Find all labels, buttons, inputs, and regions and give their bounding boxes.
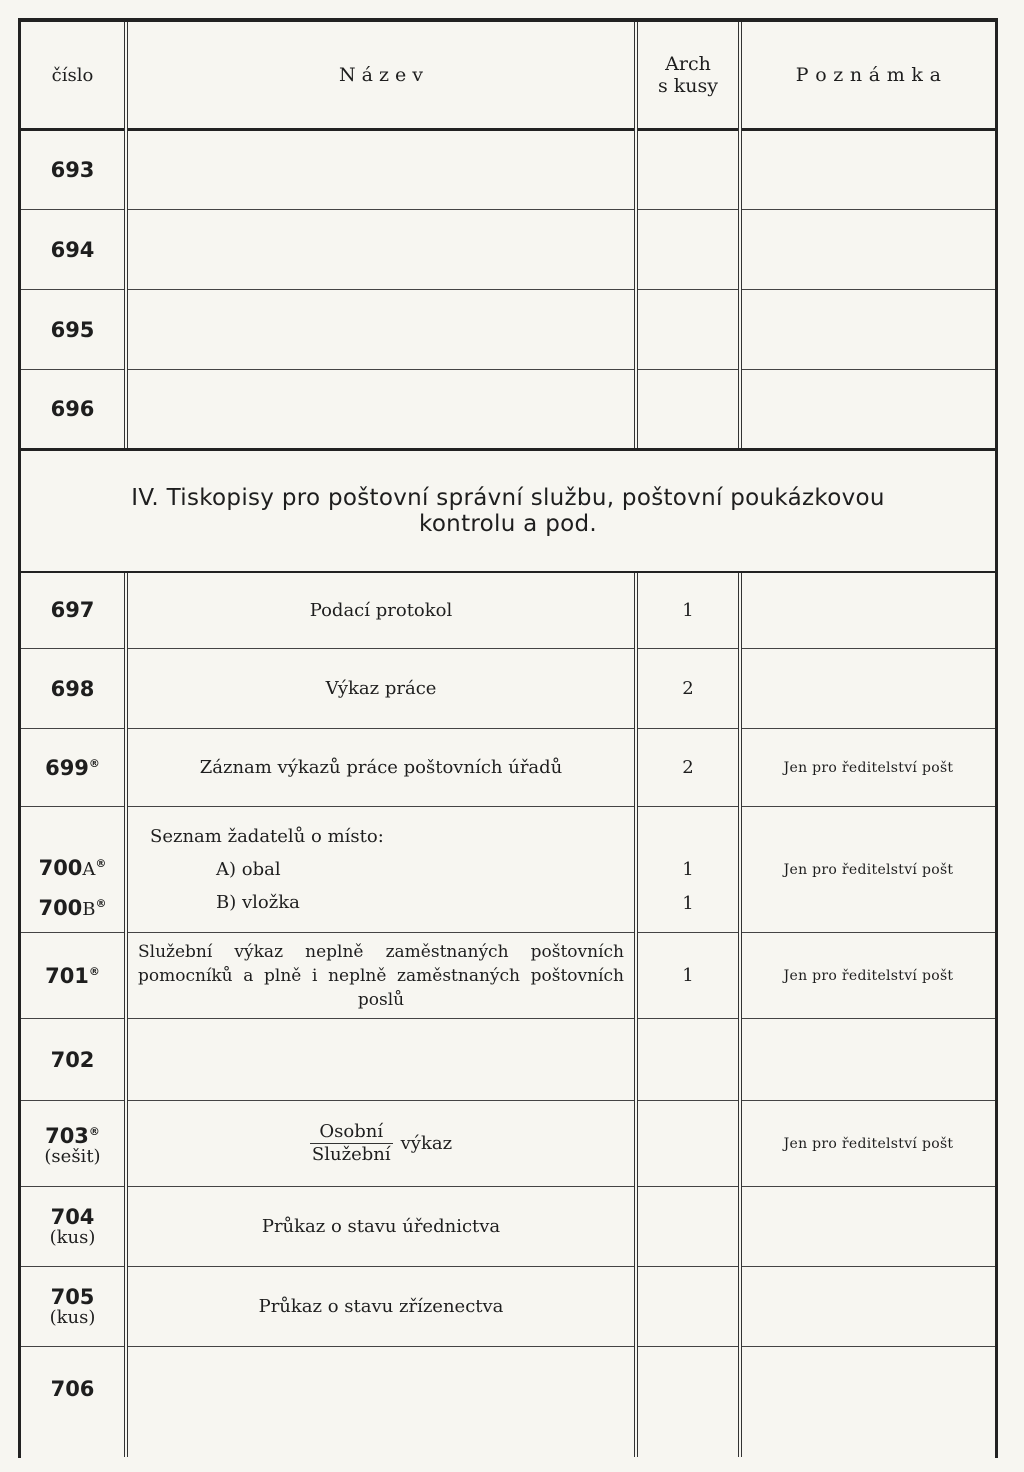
row-number: 702 (21, 1019, 126, 1101)
row-name (126, 1101, 636, 1187)
row-number-a: 700A® (38, 855, 107, 880)
row-note: Jen pro ředitelství pošt (740, 1101, 995, 1187)
table-row (21, 1267, 995, 1347)
section-title-line2: kontrolu a pod. (419, 510, 597, 537)
row-number: 693 (21, 130, 126, 210)
row-name-heading: Seznam žadatelů o místo: (150, 826, 384, 847)
row-number-sub: (sešit) (44, 1145, 101, 1167)
registered-mark-icon: ® (95, 896, 107, 910)
row-number-cell (21, 807, 126, 933)
table-row (21, 933, 995, 1019)
row-note: Jen pro ředitelství pošt (740, 729, 995, 807)
registered-mark-icon: ® (88, 756, 100, 770)
row-name: Služební výkaz neplně zaměstnaných poštovních pomocníků a plně i neplně zaměstnaných poštovních poslů (138, 941, 624, 1010)
registered-mark-icon: ® (95, 856, 107, 870)
row-arch (636, 1187, 740, 1267)
row-arch-a: 1 (682, 858, 694, 880)
forms-table-bottom (21, 573, 995, 1457)
table-row (21, 1347, 995, 1457)
row-name (126, 1347, 636, 1457)
row-name-word: výkaz (400, 1133, 453, 1154)
row-name (126, 807, 636, 933)
header-name: N á z e v (126, 22, 636, 130)
section-title-line1: IV. Tiskopisy pro poštovní správní službu, poštovní poukázkovou (131, 484, 885, 511)
row-name: Průkaz o stavu úřednictva (126, 1187, 636, 1267)
table-row (21, 130, 995, 210)
row-note (740, 1187, 995, 1267)
row-number-cell (21, 933, 126, 1019)
row-name-fraction (310, 1121, 393, 1166)
row-note (740, 210, 995, 290)
row-number: 705 (50, 1284, 95, 1309)
row-name (126, 290, 636, 370)
row-arch (636, 1267, 740, 1347)
forms-table-top (21, 22, 995, 448)
row-number: 697 (21, 573, 126, 649)
header-arch-line2: s kusy (657, 75, 719, 97)
row-arch: 1 (636, 933, 740, 1019)
table-header (21, 22, 995, 130)
row-number: 706 (21, 1347, 126, 1457)
table-row (21, 729, 995, 807)
table-row (21, 290, 995, 370)
table-row (21, 807, 995, 933)
section-heading (21, 448, 995, 573)
header-arch (636, 22, 740, 130)
row-name: Průkaz o stavu zřízenectva (126, 1267, 636, 1347)
row-name-top: Osobní (310, 1121, 393, 1144)
row-name-a: A) obal (216, 859, 281, 880)
row-name-cell (126, 933, 636, 1019)
row-number: 698 (21, 649, 126, 729)
row-note (740, 1019, 995, 1101)
row-number: 696 (21, 370, 126, 448)
row-note: Jen pro ředitelství pošt (740, 933, 995, 1019)
registered-mark-icon: ® (88, 1124, 100, 1138)
row-arch (636, 370, 740, 448)
table-row (21, 1019, 995, 1101)
row-arch (636, 1347, 740, 1457)
table-row (21, 210, 995, 290)
row-number: 704 (50, 1204, 95, 1229)
row-name: Podací protokol (126, 573, 636, 649)
row-name (126, 1019, 636, 1101)
table-row (21, 370, 995, 448)
row-note: Jen pro ředitelství pošt (740, 807, 995, 933)
header-arch-line1: Arch (665, 53, 711, 75)
table-row (21, 1187, 995, 1267)
row-name (126, 210, 636, 290)
row-arch: 2 (636, 729, 740, 807)
row-number: 699 (45, 755, 89, 780)
row-number-sub: (kus) (49, 1226, 96, 1248)
table-row (21, 649, 995, 729)
row-name-bottom: Služební (311, 1144, 391, 1165)
row-arch (636, 210, 740, 290)
registered-mark-icon: ® (88, 964, 100, 978)
header-note: P o z n á m k a (740, 22, 995, 130)
row-number-sub: (kus) (49, 1306, 96, 1328)
row-arch (636, 1101, 740, 1187)
row-note (740, 130, 995, 210)
row-name (126, 370, 636, 448)
row-number-b: 700B® (38, 895, 107, 920)
row-number: 701 (45, 963, 89, 988)
row-name (126, 130, 636, 210)
row-number: 695 (21, 290, 126, 370)
row-arch (636, 290, 740, 370)
table-row (21, 1101, 995, 1187)
row-note (740, 1267, 995, 1347)
row-note (740, 573, 995, 649)
row-arch: 1 (636, 573, 740, 649)
row-note (740, 1347, 995, 1457)
row-number: 703 (45, 1123, 89, 1148)
row-note (740, 649, 995, 729)
row-arch: 2 (636, 649, 740, 729)
row-name: Záznam výkazů práce poštovních úřadů (126, 729, 636, 807)
table-row (21, 573, 995, 649)
row-number-cell (21, 1267, 126, 1347)
row-note (740, 370, 995, 448)
form-sheet (18, 18, 998, 1458)
row-number-cell (21, 729, 126, 807)
row-arch-b: 1 (682, 892, 694, 914)
row-number-cell (21, 1101, 126, 1187)
row-number-cell (21, 1187, 126, 1267)
row-name-b: B) vložka (216, 892, 300, 913)
row-arch (636, 1019, 740, 1101)
row-note (740, 290, 995, 370)
row-arch (636, 807, 740, 933)
row-number: 694 (21, 210, 126, 290)
row-arch (636, 130, 740, 210)
header-number: číslo (21, 22, 126, 130)
row-name: Výkaz práce (126, 649, 636, 729)
